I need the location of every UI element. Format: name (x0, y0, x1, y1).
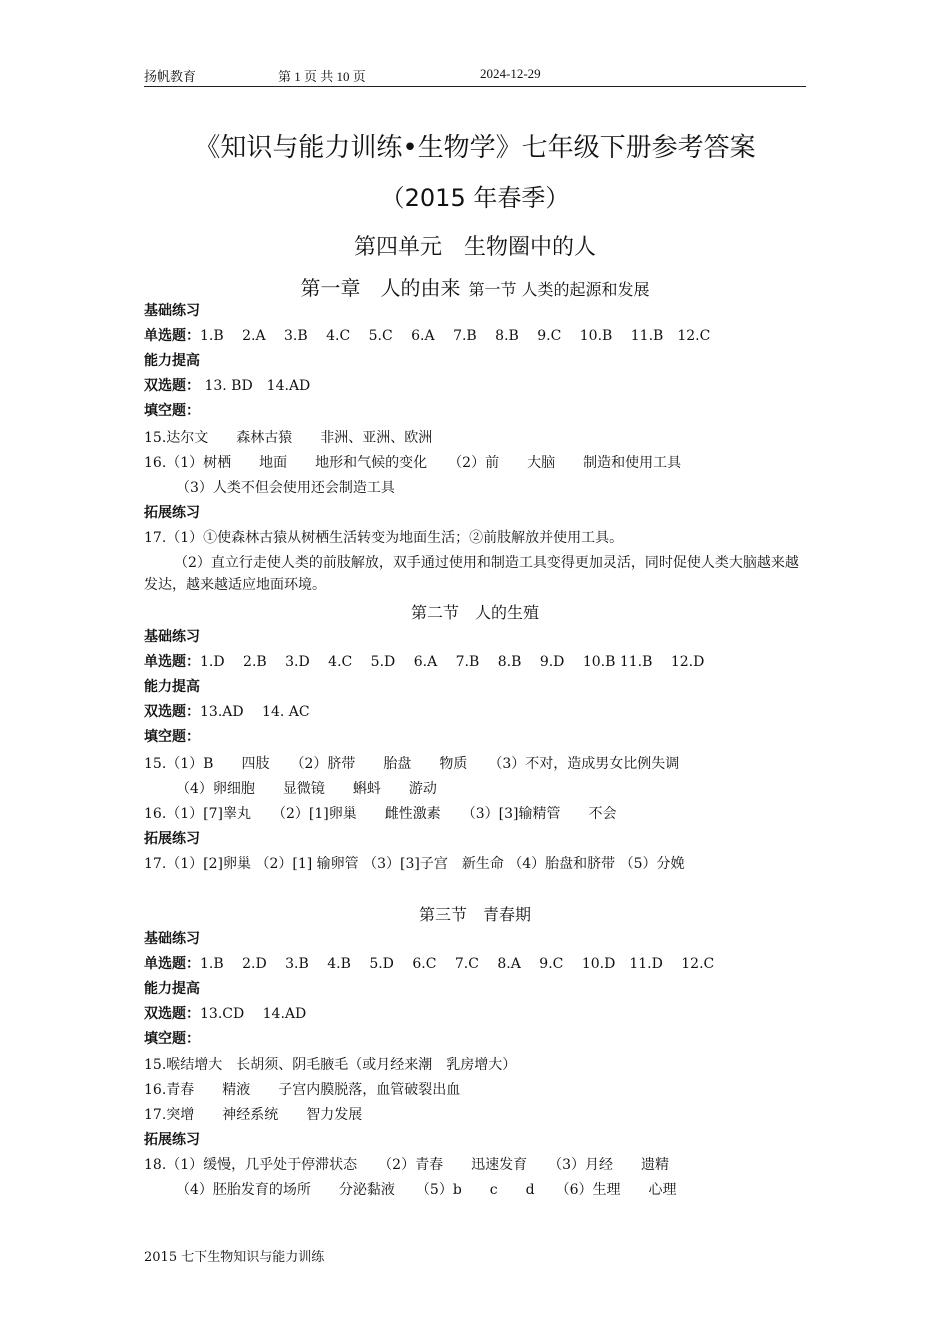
s3-double-choice (144, 1003, 810, 1025)
page-title: 《知识与能力训练•生物学》七年级下册参考答案 (194, 133, 756, 163)
s1-extend-heading: 拓展练习 (144, 505, 200, 521)
s2-improve-heading: 能力提高 (144, 679, 200, 695)
s3-extend-heading: 拓展练习 (144, 1132, 200, 1148)
section2-title: 第二节 人的生殖 (410, 603, 539, 622)
s3-double-answers: 13.CD 14.AD (200, 1006, 307, 1022)
s2-q16: 16.（1）[7]睾丸 （2）[1]卵巢 雌性激素 （3）[3]输精管 不会 (144, 806, 617, 822)
s2-double-answers: 13.AD 14. AC (200, 704, 310, 720)
s1-q16a: 16.（1）树栖 地面 地形和气候的变化 （2）前 大脑 制造和使用工具 (144, 455, 682, 471)
s2-double-choice (144, 701, 810, 723)
header-page-info: 第 1 页 共 10 页 (278, 69, 366, 84)
s1-fill-heading: 填空题： (144, 403, 200, 419)
s3-q15: 15.喉结增大 长胡须、阴毛腋毛（或月经来潮 乳房增大） (144, 1057, 517, 1073)
s3-q17: 17.突增 神经系统 智力发展 (144, 1107, 363, 1123)
s1-basic-heading: 基础练习 (144, 303, 200, 319)
s2-q15a: 15.（1）B 四肢 （2）脐带 胎盘 物质 （3）不对，造成男女比例失调 (144, 756, 680, 772)
s1-q15: 15.达尔文 森林古猿 非洲、亚洲、欧洲 (144, 430, 433, 446)
s2-q17: 17.（1）[2]卵巢 （2）[1] 输卵管 （3）[3]子宫 新生命 （4）胎盘和脐带 （5）分娩 (144, 856, 685, 872)
header-date: 2024-12-29 (480, 66, 541, 81)
s3-single-answers: 1.B 2.D 3.B 4.B 5.D 6.C 7.C 8.A 9.C 10.D 11.D 12.C (200, 956, 715, 972)
s1-double-choice (144, 375, 810, 397)
s1-single-label: 单选题： (144, 328, 200, 344)
s1-single-choice (144, 325, 810, 347)
s3-improve-heading: 能力提高 (144, 981, 200, 997)
s2-double-label: 双选题： (144, 704, 200, 720)
s3-q16: 16.青春 精液 子宫内膜脱落，血管破裂出血 (144, 1082, 461, 1098)
section3-title: 第三节 青春期 (418, 905, 531, 924)
section1-title: 第一节 人类的起源和发展 (468, 280, 650, 299)
s3-fill-heading: 填空题： (144, 1031, 200, 1047)
s2-q15b: （4）卵细胞 显微镜 蝌蚪 游动 (176, 781, 437, 797)
s3-q18a: 18.（1）缓慢，几乎处于停滞状态 （2）青春 迅速发育 （3）月经 遗精 (144, 1157, 669, 1173)
s2-single-choice (144, 651, 810, 673)
s2-fill-heading: 填空题： (144, 729, 200, 745)
s1-q17b: （2）直立行走使人类的前肢解放，双手通过使用和制造工具变得更加灵活，同时促使人类大脑越来越发达，越来越适应地面环境。 (144, 555, 799, 593)
s3-basic-heading: 基础练习 (144, 931, 200, 947)
header-org: 扬帆教育 (144, 69, 197, 84)
s3-single-choice (144, 953, 810, 975)
page-footer: 2015 七下生物知识与能力训练 (144, 1250, 325, 1265)
s2-single-label: 单选题： (144, 654, 200, 670)
s2-basic-heading: 基础练习 (144, 629, 200, 645)
s1-single-answers: 1.B 2.A 3.B 4.C 5.C 6.A 7.B 8.B 9.C 10.B 11.B 12.C (200, 328, 711, 344)
s1-improve-heading: 能力提高 (144, 353, 200, 369)
s1-q17a: 17.（1）①使森林古猿从树栖生活转变为地面生活；②前肢解放并使用工具。 (144, 530, 624, 546)
unit-title: 第四单元 生物圈中的人 (353, 235, 596, 260)
s1-double-label: 双选题： (144, 378, 200, 394)
s2-single-answers: 1.D 2.B 3.D 4.C 5.D 6.A 7.B 8.B 9.D 10.B 11.B 12.D (200, 654, 705, 670)
s3-single-label: 单选题： (144, 956, 200, 972)
chapter-title: 第一章 人的由来 (300, 276, 461, 300)
s1-double-answers: 13. BD 14.AD (200, 378, 311, 394)
s3-double-label: 双选题： (144, 1006, 200, 1022)
s1-q16b: （3）人类不但会使用还会制造工具 (176, 480, 395, 496)
s2-extend-heading: 拓展练习 (144, 831, 200, 847)
s3-q18b: （4）胚胎发育的场所 分泌黏液 （5）b c d （6）生理 心理 (176, 1182, 677, 1198)
page-subtitle: （2015 年春季） (380, 184, 570, 212)
page-header (144, 62, 806, 87)
